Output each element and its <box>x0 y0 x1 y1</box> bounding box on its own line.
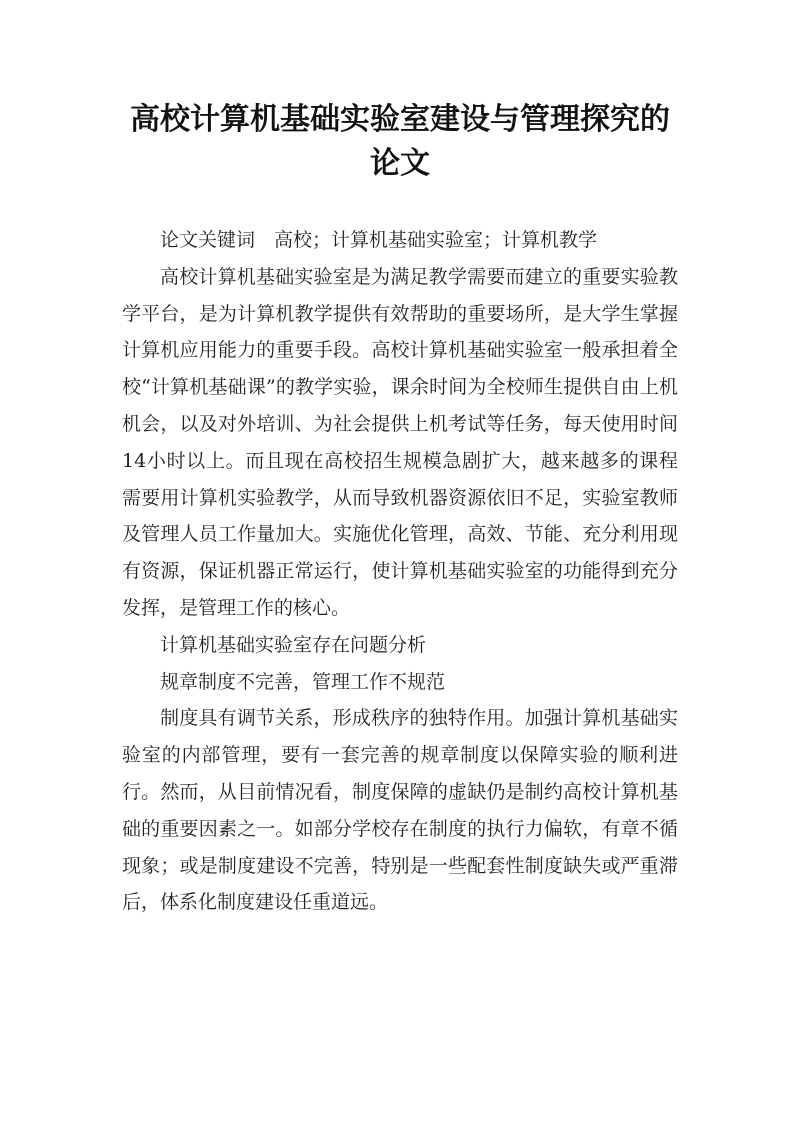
document-body <box>122 222 678 921</box>
keywords-line <box>122 222 678 259</box>
keywords-text: 高校；计算机基础实验室；计算机教学 <box>274 229 598 251</box>
paragraph-regulations: 制度具有调节关系，形成秩序的独特作用。加强计算机基础实验室的内部管理，要有一套完善的规章制度以保障实验的顺利进行。然而，从目前情况看，制度保障的虚缺仍是制约高校计算机基础的重要因素之一。如部分学校存在制度的执行力偏软，有章不循现象；或是制度建设不完善，特别是一些配套性制度缺失或严重滞后，体系化制度建设任重道远。 <box>122 707 678 914</box>
section-heading: 计算机基础实验室存在问题分析 <box>160 633 427 656</box>
keywords-label: 论文关键词 <box>160 229 256 251</box>
document-title-line-1: 高校计算机基础实验室建设与管理探究的 <box>130 102 670 137</box>
document-title-line-2: 论文 <box>370 146 430 181</box>
subsection-heading: 规章制度不完善，管理工作不规范 <box>160 670 446 693</box>
paragraph-intro: 高校计算机基础实验室是为满足教学需要而建立的重要实验教学平台，是为计算机教学提供有效帮助的重要场所，是大学生掌握计算机应用能力的重要手段。高校计算机基础实验室一般承担着全校“计算机基础课”的教学实验，课余时间为全校师生提供自由上机机会，以及对外培训、为社会提供上机考试等任务，每天使用时间14小时以上。而且现在高校招生规模急剧扩大，越来越多的课程需要用计算机实验教学，从而导致机器资源依旧不足，实验室教师及管理人员工作量加大。实施优化管理，高效、节能、充分利用现有资源，保证机器正常运行，使计算机基础实验室的功能得到充分发挥，是管理工作的核心。 <box>122 265 678 619</box>
